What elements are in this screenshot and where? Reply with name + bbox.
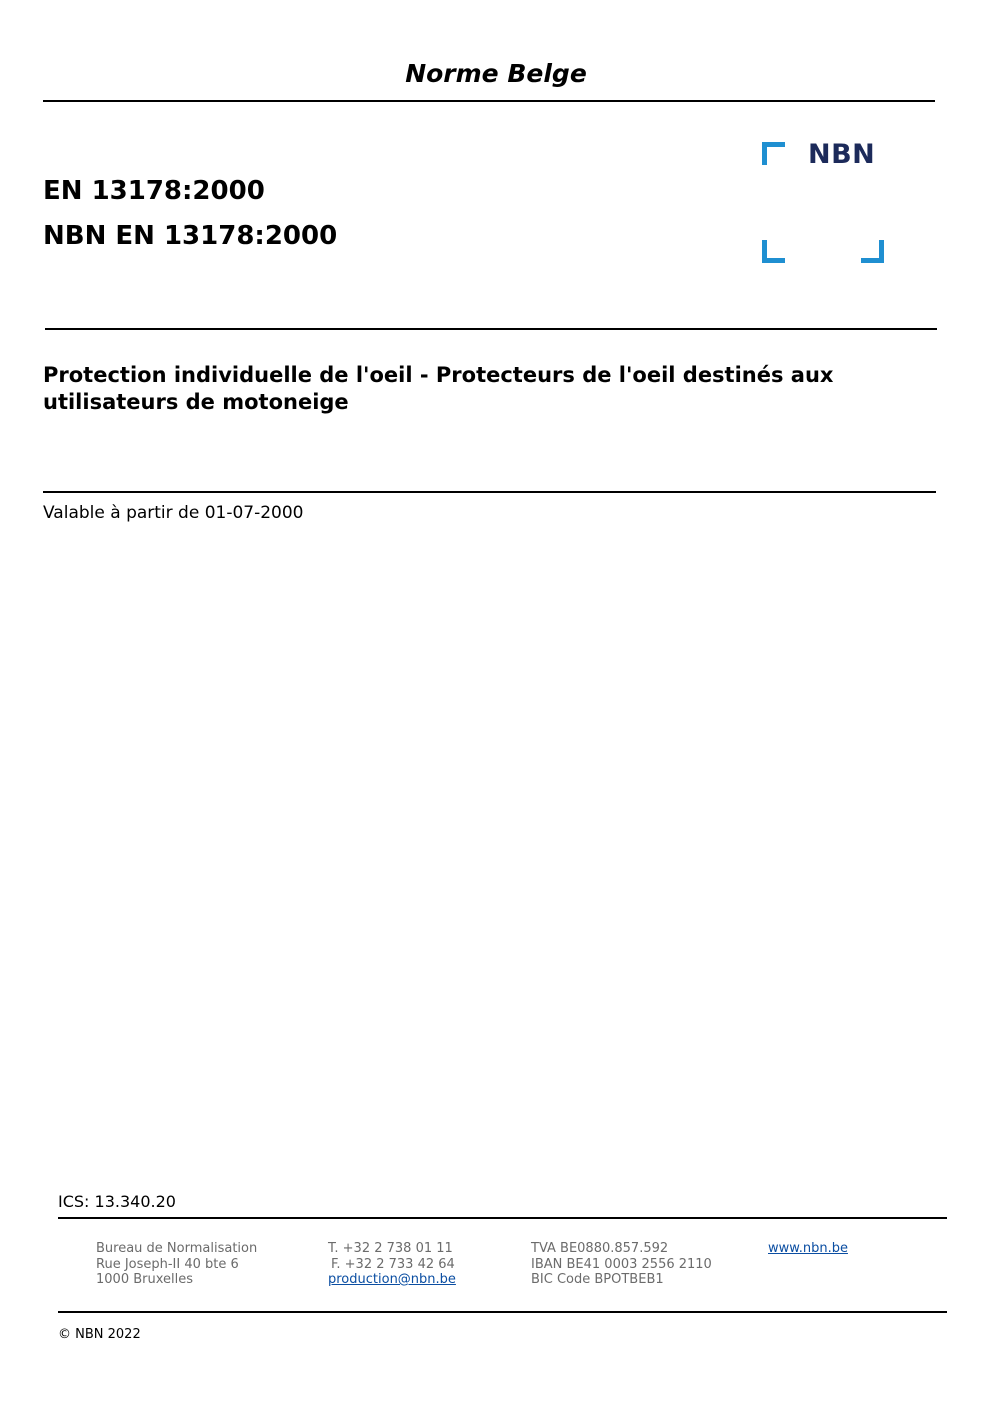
- address-line: Rue Joseph-II 40 bte 6: [96, 1256, 239, 1272]
- fax-number: F. +32 2 733 42 64: [331, 1256, 455, 1272]
- footer-web: [768, 1241, 848, 1257]
- logo-text: NBN: [808, 139, 876, 170]
- address-line: Bureau de Normalisation: [96, 1241, 258, 1256]
- logo-bracket-bottom-right: [861, 240, 884, 263]
- iban-number: IBAN BE41 0003 2556 2110: [531, 1256, 712, 1272]
- logo-bracket-top-left: [762, 142, 785, 165]
- footer-address: [96, 1241, 257, 1288]
- address-line: 1000 Bruxelles: [96, 1272, 194, 1287]
- ics-code: ICS: 13.340.20: [58, 1192, 176, 1211]
- phone-number: T. +32 2 738 01 11: [328, 1241, 453, 1256]
- logo-bracket-bottom-left: [762, 240, 785, 263]
- email-link[interactable]: production@nbn.be: [328, 1272, 456, 1287]
- footer-divider-bottom: [58, 1311, 947, 1313]
- footer-contact: [328, 1241, 456, 1288]
- title-divider-bottom: [43, 491, 936, 493]
- title-divider-top: [45, 328, 937, 330]
- vat-number: TVA BE0880.857.592: [531, 1241, 669, 1256]
- footer-banking: [531, 1241, 712, 1288]
- standard-code-nbn: NBN EN 13178:2000: [43, 221, 338, 251]
- website-link[interactable]: www.nbn.be: [768, 1241, 848, 1256]
- footer-divider-top: [58, 1217, 947, 1219]
- document-title: Protection individuelle de l'oeil - Protecteurs de l'oeil destinés aux utilisateurs de motoneige: [43, 363, 834, 414]
- copyright-notice: © NBN 2022: [58, 1327, 141, 1342]
- page-header-title: Norme Belge: [405, 59, 587, 88]
- bic-code: BIC Code BPOTBEB1: [531, 1272, 664, 1287]
- standard-code-en: EN 13178:2000: [43, 176, 265, 206]
- validity-date: Valable à partir de 01-07-2000: [43, 503, 304, 523]
- nbn-logo: [762, 139, 884, 263]
- header-divider: [43, 100, 935, 102]
